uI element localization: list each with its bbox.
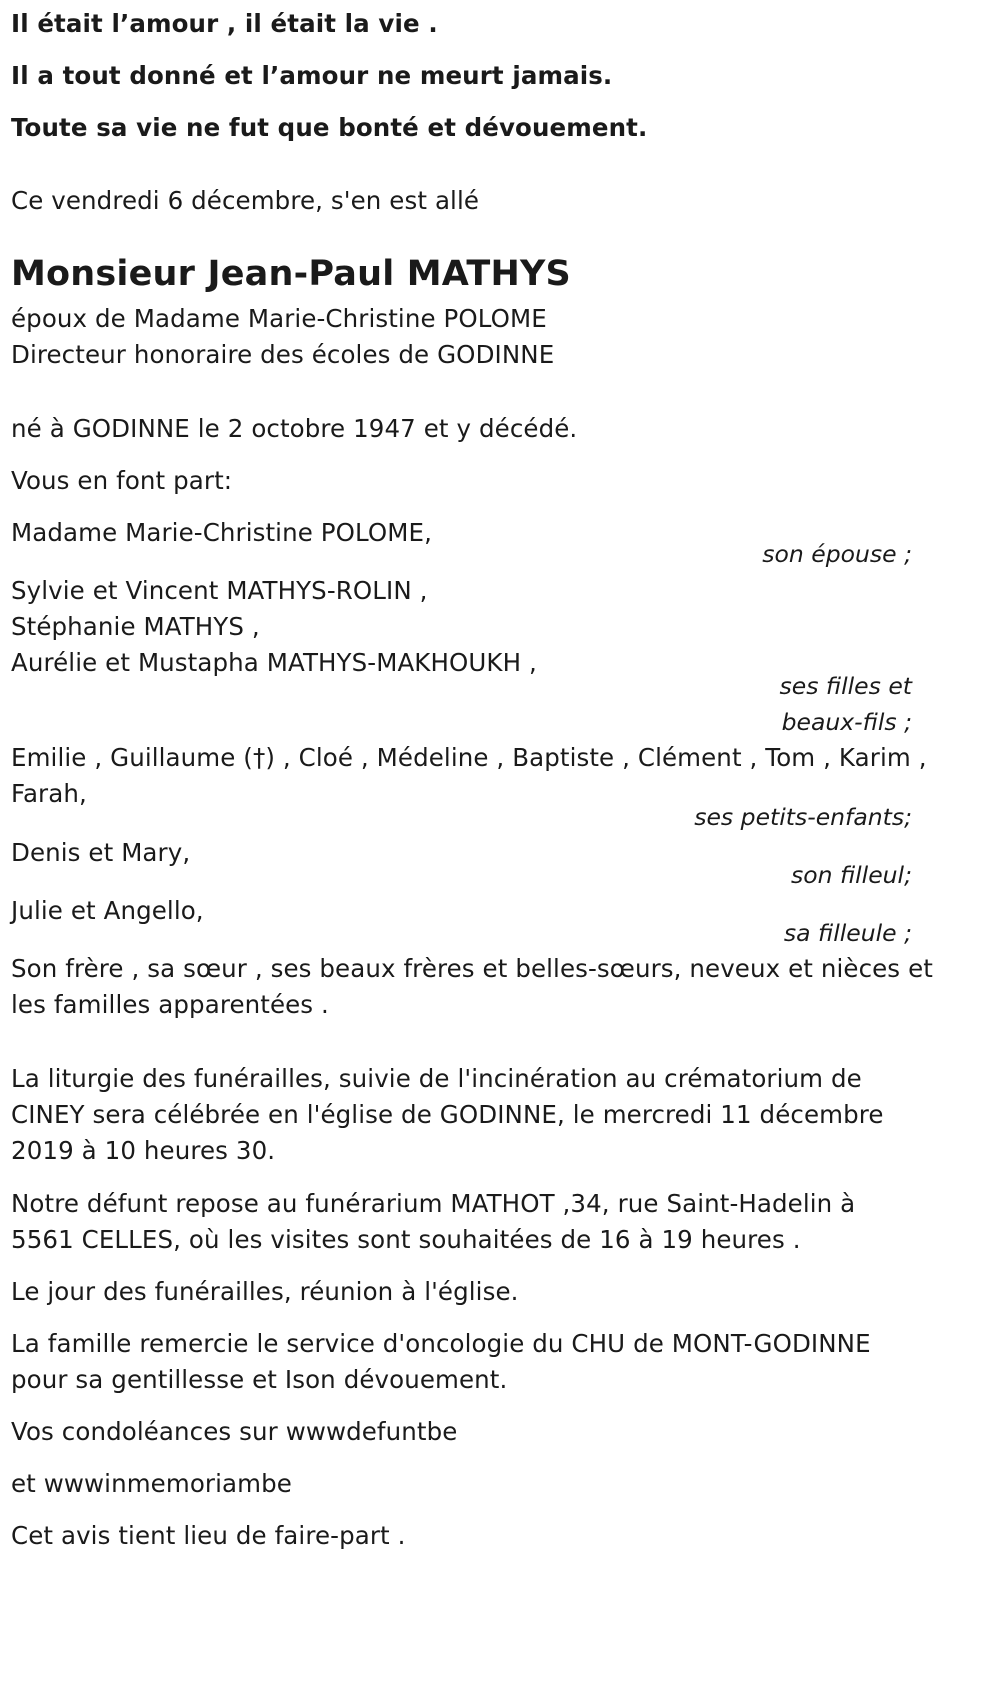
- godson-line: Denis et Mary,: [11, 838, 191, 867]
- wife-relation: son épouse ;: [762, 540, 912, 568]
- closing-text: Cet avis tient lieu de faire-part .: [11, 1521, 406, 1550]
- godson-relation: son filleul;: [790, 861, 912, 889]
- grandchildren-line-2: Farah,: [11, 779, 87, 808]
- ceremony-line-2: CINEY sera célébrée en l'église de GODINNE, le mercredi 11 décembre: [11, 1100, 884, 1129]
- goddaughter-relation: sa filleule ;: [783, 919, 912, 947]
- wife-line: Madame Marie-Christine POLOME,: [11, 518, 432, 547]
- rest-line-1: Notre défunt repose au funérarium MATHOT ,34, rue Saint-Hadelin à: [11, 1189, 856, 1218]
- verse-line-1: Il était l’amour , il était la vie .: [11, 9, 438, 38]
- condolences-line-2: et wwwinmemoriambe: [11, 1469, 292, 1498]
- intro-text: Ce vendredi 6 décembre, s'en est allé: [11, 186, 480, 215]
- ceremony-line-3: 2019 à 10 heures 30.: [11, 1136, 276, 1165]
- children-relation-1: ses filles et: [779, 672, 912, 700]
- announce-text: Vous en font part:: [11, 466, 233, 495]
- meeting-text: Le jour des funérailles, réunion à l'église.: [11, 1277, 519, 1306]
- goddaughter-line: Julie et Angello,: [11, 896, 204, 925]
- birth-line: né à GODINNE le 2 octobre 1947 et y décédé.: [11, 414, 578, 443]
- grandchildren-relation: ses petits-enfants;: [694, 803, 912, 831]
- others-line-2: les familles apparentées .: [11, 990, 329, 1019]
- child-line-3: Aurélie et Mustapha MATHYS-MAKHOUKH ,: [11, 648, 537, 677]
- spouse-line: époux de Madame Marie-Christine POLOME: [11, 304, 547, 333]
- others-line-1: Son frère , sa sœur , ses beaux frères et belles-sœurs, neveux et nièces et: [11, 954, 933, 983]
- deceased-name: Monsieur Jean-Paul MATHYS: [11, 254, 571, 294]
- rest-line-2: 5561 CELLES, où les visites sont souhaitées de 16 à 19 heures .: [11, 1225, 801, 1254]
- thanks-line-1: La famille remercie le service d'oncologie du CHU de MONT-GODINNE: [11, 1329, 871, 1358]
- condolences-line-1: Vos condoléances sur wwwdefuntbe: [11, 1417, 458, 1446]
- verse-line-2: Il a tout donné et l’amour ne meurt jamais.: [11, 61, 613, 90]
- child-line-1: Sylvie et Vincent MATHYS-ROLIN ,: [11, 576, 428, 605]
- child-line-2: Stéphanie MATHYS ,: [11, 612, 260, 641]
- children-relation-2: beaux-fils ;: [781, 708, 912, 736]
- grandchildren-line-1: Emilie , Guillaume (†) , Cloé , Médeline , Baptiste , Clément , Tom , Karim ,: [11, 743, 927, 772]
- title-line: Directeur honoraire des écoles de GODINNE: [11, 340, 555, 369]
- thanks-line-2: pour sa gentillesse et Ison dévouement.: [11, 1365, 508, 1394]
- verse-line-3: Toute sa vie ne fut que bonté et dévouement.: [11, 113, 648, 142]
- ceremony-line-1: La liturgie des funérailles, suivie de l'incinération au crématorium de: [11, 1064, 862, 1093]
